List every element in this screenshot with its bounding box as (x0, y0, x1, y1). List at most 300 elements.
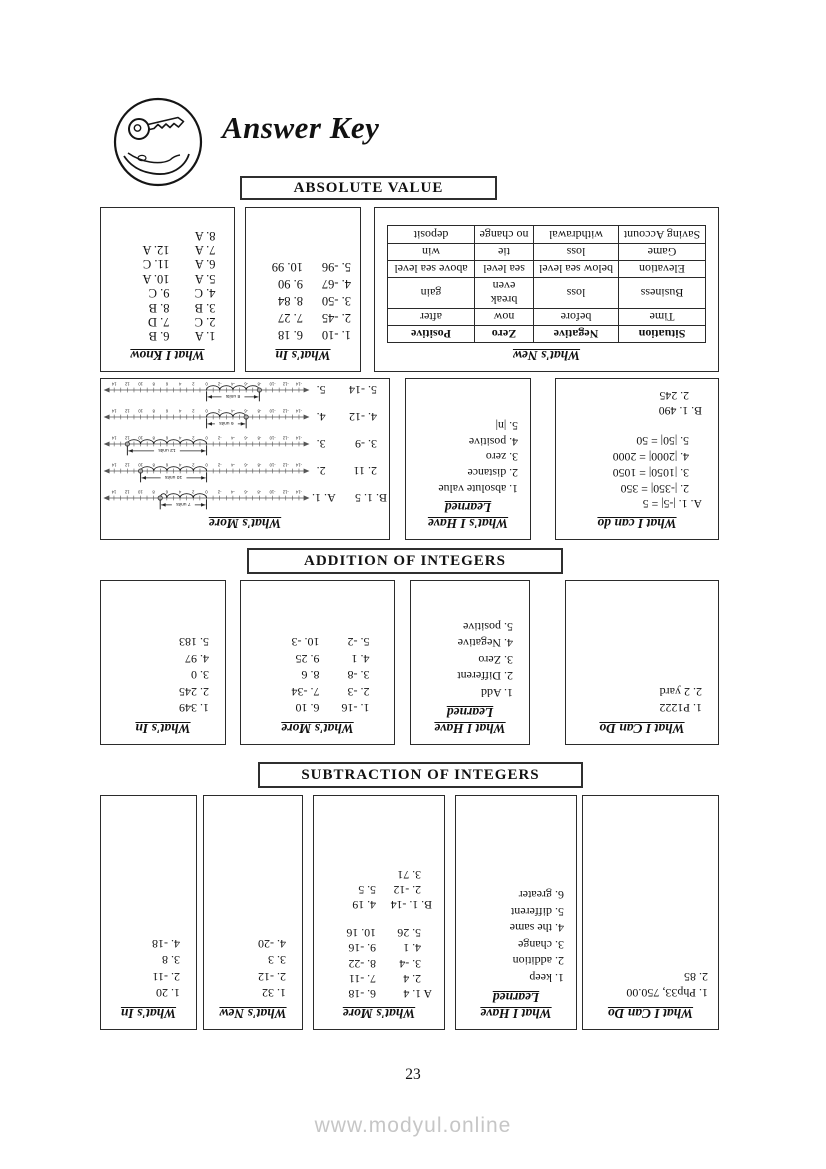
answer-cell: 8. -22 (348, 956, 376, 971)
table-cell: Time (619, 309, 706, 326)
svg-text:12: 12 (124, 462, 130, 468)
answer-item: 1. keep (529, 970, 564, 985)
answer-cell: 2. -12 (393, 883, 421, 898)
table-cell: break even (475, 277, 534, 308)
answer-cell: 8. A (194, 228, 216, 243)
svg-text:14: 14 (111, 408, 117, 414)
answer-item: 2. Different (457, 669, 513, 684)
svg-text:0: 0 (205, 489, 208, 495)
box-title: What's New (512, 348, 581, 363)
table-row (388, 226, 706, 243)
number-line (103, 483, 310, 513)
svg-text:2: 2 (192, 489, 195, 495)
answer-item: 3. 3 (268, 953, 286, 968)
answer-item: 2. |-350| = 350 (620, 481, 689, 496)
svg-text:-2: -2 (217, 489, 222, 495)
answer-item: 2. -12 (258, 969, 286, 984)
answer-row (103, 286, 232, 300)
answer-cell: 6. 10 (295, 701, 320, 716)
table-cell: deposit (388, 226, 475, 243)
answer-cell: 3. -4 (399, 956, 421, 971)
table-header-cell: Situation (619, 326, 706, 343)
item-label: 3. (316, 437, 326, 452)
svg-text:12: 12 (124, 489, 130, 495)
number-line-row (103, 430, 387, 457)
answer-item: 1. 20 (156, 986, 180, 1001)
svg-text:10: 10 (138, 489, 143, 495)
whats-new-table (387, 225, 706, 343)
svg-text:-4: -4 (230, 435, 235, 441)
answer-list (408, 417, 528, 496)
answer-cell: 5. A (194, 271, 216, 286)
answer-list (103, 634, 223, 717)
answer-cell: 10. -3 (291, 635, 320, 650)
answer-row (248, 326, 358, 343)
svg-text:4: 4 (178, 381, 182, 387)
answer-item: 2. distance (467, 466, 518, 481)
answer-cell: 4. -67 (321, 277, 351, 292)
answer-pair-list (243, 634, 392, 717)
answer-cell: 8. B (148, 300, 170, 315)
answer-list (568, 683, 716, 716)
answer-cell: 2. -3 (347, 684, 370, 699)
answer-cell: 2. C (194, 315, 216, 330)
svg-text:7 units: 7 units (176, 501, 191, 507)
answer-cell: 4. 1 (403, 941, 421, 956)
number-line-row (103, 457, 387, 484)
answer-cell: 5. 26 (397, 925, 421, 940)
svg-text:6: 6 (165, 435, 168, 441)
answer-cell: 3. 71 (397, 867, 421, 882)
svg-text:8: 8 (152, 489, 155, 495)
svg-text:-10: -10 (269, 462, 276, 468)
svg-text:-2: -2 (217, 435, 222, 441)
box-title: What's In (275, 348, 331, 363)
answer-item: 5. different (510, 904, 564, 919)
answer-item: 1. 349 (179, 701, 209, 716)
watermark: www.modyul.online (314, 1114, 512, 1137)
svg-text:-8: -8 (257, 408, 262, 414)
box-sub-whats-more (313, 795, 445, 1030)
svg-text:2: 2 (192, 435, 195, 441)
box-sub-what-i-can-do (582, 795, 719, 1030)
table-row (388, 277, 706, 308)
answer-cell: 2. 4 (403, 972, 421, 987)
box-what-i-know (100, 207, 235, 372)
answer-item: 4. -18 (152, 936, 180, 951)
answer-item: 5. positive (463, 619, 513, 634)
answer-item: 2. addition (512, 954, 564, 969)
table-cell: Saving Account (619, 226, 706, 243)
box-av-whats-in (245, 207, 361, 372)
answer-cell: 1. -10 (321, 328, 351, 343)
svg-text:-12: -12 (282, 408, 289, 414)
number-line (103, 402, 310, 432)
number-line (103, 456, 310, 486)
table-cell: loss (534, 277, 619, 308)
answer-row (316, 986, 442, 1001)
box-sub-whats-new (203, 795, 303, 1030)
svg-text:6: 6 (165, 381, 168, 387)
answer-item: 1. Php33, 750.00 (626, 986, 708, 1001)
svg-text:12: 12 (124, 381, 130, 387)
svg-text:-6: -6 (244, 408, 248, 414)
svg-text:-6: -6 (244, 489, 249, 495)
table-cell: withdrawal (534, 226, 619, 243)
answer-list (585, 968, 716, 1001)
situation-table (377, 225, 716, 343)
svg-text:-2: -2 (217, 462, 222, 468)
svg-text:-8: -8 (257, 489, 262, 495)
answer-row (316, 955, 442, 970)
section-header-subtraction: SUBTRACTION OF INTEGERS (258, 762, 583, 788)
answer-row (316, 897, 442, 912)
table-row (388, 243, 706, 260)
svg-text:4: 4 (178, 489, 182, 495)
answer-item: 1. P1222 (659, 701, 702, 716)
svg-text:4: 4 (178, 462, 182, 468)
box-add-what-i-have-learned (410, 580, 530, 745)
answer-cell: 4. 1 (351, 651, 370, 666)
page-number: 23 (405, 1066, 421, 1083)
box-av-whats-new (374, 207, 719, 372)
answer-row (316, 971, 442, 986)
svg-text:10: 10 (138, 408, 143, 414)
svg-text:-4: -4 (230, 381, 235, 387)
svg-text:14: 14 (111, 462, 117, 468)
table-cell: Business (619, 277, 706, 308)
answer-cell: 6. B (148, 329, 170, 344)
table-cell: Elevation (619, 260, 706, 277)
answer-row (243, 683, 392, 700)
answer-cell: A 1. 4 (403, 987, 432, 1002)
svg-text:-8: -8 (257, 381, 262, 387)
answer-cell: 11. C (142, 257, 170, 272)
answer-item: 2. 245 (179, 684, 209, 699)
svg-text:-10: -10 (269, 408, 276, 414)
box-sub-whats-in (100, 795, 197, 1030)
answer-cell: 10. 16 (346, 925, 376, 940)
number-line-row (103, 403, 387, 430)
svg-text:-14: -14 (295, 381, 302, 387)
answer-cell: 9. C (148, 286, 170, 301)
answer-item: 3. change (518, 937, 564, 952)
answer-item: 2. 245 (659, 388, 689, 403)
answer-list (413, 618, 527, 701)
answer-item: 3. Zero (478, 652, 513, 667)
answer-cell: 2. -45 (321, 311, 351, 326)
answer-cell: 6. A (194, 257, 216, 272)
item-label: 2. (316, 464, 326, 479)
number-line-row (103, 376, 387, 403)
answer-item: 4. the same (509, 921, 564, 936)
table-row (388, 309, 706, 326)
box-title: What I Can Do (599, 721, 685, 736)
box-title: What I Can Do (607, 1006, 694, 1021)
svg-text:14: 14 (111, 435, 117, 441)
answer-item: A. 1. |-5| = 5 (642, 497, 702, 512)
svg-text:-12: -12 (282, 462, 289, 468)
svg-text:10: 10 (138, 435, 143, 441)
answer-row (248, 275, 358, 292)
answer-cell: 12. A (142, 243, 170, 258)
answer-item: 4. Negative (457, 636, 513, 651)
svg-text:-10: -10 (269, 381, 276, 387)
answer-item: 1. Add (480, 685, 513, 700)
table-cell: win (388, 243, 475, 260)
answer-item: 4. positive (468, 434, 518, 449)
answer-row (243, 650, 392, 667)
box-sub-what-i-have-learned (455, 795, 577, 1030)
answer-list-b (558, 387, 716, 419)
box-add-what-i-can-do (565, 580, 719, 745)
answer-row (248, 292, 358, 309)
answer-cell: 5. -96 (321, 260, 351, 275)
svg-text:4: 4 (178, 408, 182, 414)
box-title: What's More (208, 516, 282, 531)
svg-text:-14: -14 (295, 462, 302, 468)
box-title: What I can do (597, 516, 677, 531)
box-title: What's I Have Learned (427, 500, 509, 531)
box-av-what-i-can-do (555, 378, 719, 540)
answer-pair-list (248, 258, 358, 343)
table-cell: after (388, 309, 475, 326)
answer-cell: B. 1. 5 (354, 491, 387, 506)
svg-text:14: 14 (111, 381, 117, 387)
answer-cell: 5. 5 (358, 883, 376, 898)
answer-item: 2. -11 (152, 969, 180, 984)
answer-item: 4. -20 (258, 936, 286, 951)
answer-cell (326, 866, 376, 881)
answer-cell: 7. A (194, 243, 216, 258)
answer-item: 5. |n| (495, 418, 518, 433)
box-title: What's New (219, 1006, 287, 1021)
svg-text:2: 2 (192, 381, 195, 387)
table-cell: below sea level (534, 260, 619, 277)
box-add-whats-more (240, 580, 395, 745)
answer-row (316, 924, 442, 939)
answer-cell: 9. -16 (348, 941, 376, 956)
svg-text:-4: -4 (230, 462, 235, 468)
answer-list (458, 887, 574, 986)
svg-text:-12: -12 (282, 435, 289, 441)
answer-cell: 1. A (194, 329, 216, 344)
answer-cell: 10. 99 (271, 260, 303, 275)
table-cell: sea level (475, 260, 534, 277)
answer-row (103, 300, 232, 314)
answer-item: B. 1. 490 (658, 404, 702, 419)
answer-cell: 5. -14 (349, 383, 377, 398)
answer-cell: 3. -9 (355, 437, 377, 452)
item-label: 4. (316, 410, 326, 425)
svg-text:0: 0 (205, 462, 208, 468)
svg-text:8: 8 (152, 435, 155, 441)
svg-text:-6: -6 (244, 381, 248, 387)
svg-text:-4: -4 (231, 489, 235, 495)
svg-text:-14: -14 (295, 408, 302, 414)
svg-text:6: 6 (165, 489, 169, 495)
answer-row (316, 940, 442, 955)
key-in-hand-icon (112, 96, 204, 193)
answer-cell: 8. 6 (301, 668, 320, 683)
answer-cell: 4. 19 (352, 898, 376, 913)
answer-row (248, 309, 358, 326)
svg-text:-6: -6 (244, 462, 248, 468)
table-cell: gain (388, 277, 475, 308)
answer-cell: 3. -8 (347, 668, 370, 683)
answer-cell: 7. -34 (291, 684, 320, 699)
answer-cell: 5. -2 (347, 635, 370, 650)
number-line (103, 375, 310, 405)
answer-cell: 4. C (194, 286, 216, 301)
answer-cell: 7. D (147, 315, 170, 330)
table-cell: no change (475, 226, 534, 243)
answer-cell: 8. 84 (278, 294, 303, 309)
svg-text:-8: -8 (257, 435, 262, 441)
table-header-cell: Zero (475, 326, 534, 343)
answer-item: 5. |50| = 50 (636, 434, 689, 449)
table-header-cell: Negative (534, 326, 619, 343)
svg-text:6 units: 6 units (218, 420, 234, 426)
number-line-list (103, 376, 387, 511)
svg-text:10 units: 10 units (164, 474, 183, 480)
box-title: What's More (281, 721, 354, 736)
number-line-row (103, 484, 387, 511)
answer-item: 3. |1050| = 1050 (612, 465, 689, 480)
answer-row (103, 315, 232, 329)
box-title: What I Have Learned (434, 705, 506, 736)
answer-cell: 7. -11 (348, 972, 376, 987)
answer-cell: 6. 18 (278, 328, 303, 343)
answer-row (316, 882, 442, 897)
answer-cell: 1. -16 (341, 701, 370, 716)
answer-item: 1. absolute value (438, 481, 518, 496)
svg-text:2: 2 (192, 462, 195, 468)
answer-cell: 3. B (194, 300, 216, 315)
box-title: What's In (120, 1006, 177, 1021)
answer-item: 4. 97 (185, 651, 209, 666)
box-av-what-i-have-learned (405, 378, 531, 540)
answer-cell (120, 228, 170, 242)
table-cell: before (534, 309, 619, 326)
table-cell: above sea level (388, 260, 475, 277)
svg-text:-14: -14 (296, 489, 303, 495)
answer-cell: 6. -18 (348, 987, 376, 1002)
section-header-absolute-value: ABSOLUTE VALUE (240, 176, 497, 200)
svg-text:4: 4 (178, 435, 182, 441)
answer-row (103, 271, 232, 285)
svg-text:8: 8 (152, 381, 155, 387)
answer-pair-list (103, 228, 232, 343)
box-av-whats-more (100, 378, 390, 540)
answer-item: 1. 32 (262, 986, 286, 1001)
svg-text:0: 0 (205, 435, 208, 441)
answer-cell: 2. 11 (353, 464, 377, 479)
answer-list (206, 935, 300, 1001)
table-header-cell: Positive (388, 326, 475, 343)
answer-item: 2. 85 (684, 969, 708, 984)
box-add-whats-in (100, 580, 226, 745)
answer-row (243, 634, 392, 651)
svg-text:12: 12 (124, 435, 130, 441)
box-title: What I Know (130, 348, 205, 363)
answer-row (248, 258, 358, 275)
box-title: What's In (135, 721, 191, 736)
svg-text:-4: -4 (230, 408, 235, 414)
svg-text:-2: -2 (217, 408, 222, 414)
answer-row (243, 667, 392, 684)
answer-item: 6. greater (518, 888, 564, 903)
answer-cell: 10. A (142, 271, 170, 286)
page-title: Answer Key (222, 110, 380, 145)
answer-row (243, 700, 392, 717)
answer-item: 3. 0 (191, 668, 209, 683)
answer-row (103, 228, 232, 242)
table-row (388, 260, 706, 277)
svg-text:6: 6 (165, 408, 168, 414)
svg-text:14: 14 (111, 489, 117, 495)
answer-row (103, 329, 232, 343)
svg-text:8 units: 8 units (225, 393, 241, 399)
answer-list (103, 935, 194, 1001)
svg-text:-12: -12 (282, 381, 289, 387)
answer-pair-list-b (316, 866, 442, 912)
answer-cell: 4. -12 (349, 410, 377, 425)
svg-text:10: 10 (138, 381, 143, 387)
answer-cell: 9. 90 (278, 277, 303, 292)
svg-text:6: 6 (165, 462, 168, 468)
item-label: A. 1. (312, 491, 336, 506)
section-header-addition: ADDITION OF INTEGERS (247, 548, 563, 574)
svg-text:-14: -14 (295, 435, 302, 441)
box-title: What's More (342, 1006, 416, 1021)
svg-text:2: 2 (192, 408, 195, 414)
answer-list-a (558, 433, 716, 512)
answer-item: 3. zero (485, 450, 518, 465)
table-cell: tie (475, 243, 534, 260)
item-label: 5. (316, 383, 326, 398)
answer-item: 4. |2000| = 2000 (612, 450, 689, 465)
answer-cell: 3. -50 (321, 294, 351, 309)
answer-row (103, 243, 232, 257)
svg-text:12: 12 (124, 408, 130, 414)
answer-pair-list-a (316, 924, 442, 1001)
svg-text:-6: -6 (244, 435, 248, 441)
table-cell: Game (619, 243, 706, 260)
svg-text:-10: -10 (269, 489, 276, 495)
svg-text:8: 8 (152, 462, 155, 468)
box-title: What I Have Learned (480, 990, 552, 1021)
answer-item: 5. 183 (179, 635, 209, 650)
svg-text:-8: -8 (257, 462, 262, 468)
svg-text:12 units: 12 units (158, 447, 176, 453)
answer-item: 3. 8 (162, 953, 180, 968)
svg-text:0: 0 (205, 381, 208, 387)
table-cell: now (475, 309, 534, 326)
table-cell: loss (534, 243, 619, 260)
answer-cell: 7. 27 (278, 311, 303, 326)
answer-row (103, 257, 232, 271)
answer-item: 2. 2 yard (659, 684, 702, 699)
svg-text:-10: -10 (269, 435, 276, 441)
svg-text:10: 10 (138, 462, 143, 468)
svg-text:0: 0 (205, 408, 208, 414)
svg-text:-2: -2 (217, 381, 222, 387)
number-line (103, 429, 310, 459)
svg-text:8: 8 (152, 408, 155, 414)
answer-cell: B. 1. -14 (390, 898, 432, 913)
svg-text:-12: -12 (282, 489, 289, 495)
